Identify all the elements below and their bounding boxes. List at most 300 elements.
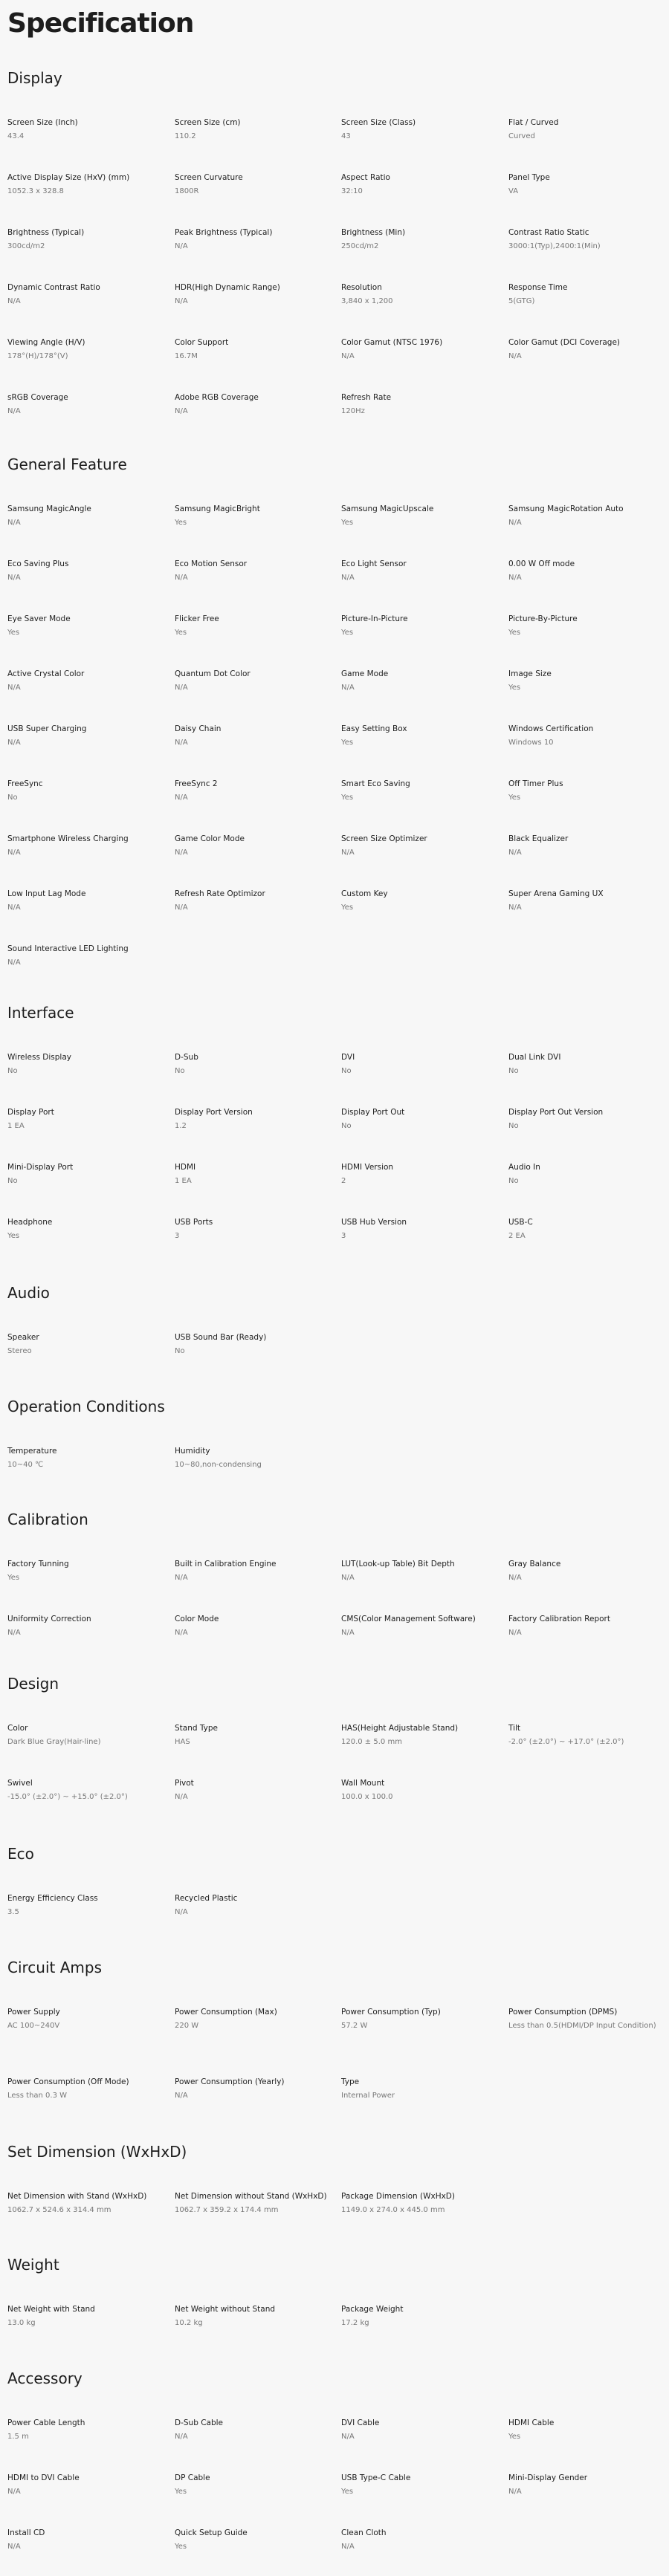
- spec-item: [7, 2007, 160, 2031]
- spec-label: Screen Size (Class): [341, 118, 416, 127]
- spec-label: Game Color Mode: [175, 834, 245, 843]
- spec-value: N/A: [508, 574, 522, 582]
- spec-label: Gray Balance: [508, 1560, 561, 1568]
- spec-value: N/A: [341, 2543, 355, 2551]
- spec-value: 1149.0 x 274.0 x 445.0 mm: [341, 2206, 445, 2214]
- spec-label: HDR(High Dynamic Range): [175, 283, 280, 292]
- spec-value: Yes: [341, 794, 354, 802]
- spec-label: Wall Mount: [341, 1779, 385, 1788]
- spec-item: [175, 834, 327, 858]
- spec-value: 3: [341, 1232, 346, 1240]
- spec-value: 300cd/m2: [7, 242, 45, 250]
- spec-item: [7, 1052, 160, 1077]
- spec-item: [341, 614, 494, 638]
- spec-value: N/A: [508, 903, 522, 912]
- spec-value: N/A: [7, 903, 21, 912]
- spec-value: N/A: [175, 242, 188, 250]
- spec-item: [7, 779, 160, 803]
- spec-item: [7, 1162, 160, 1187]
- spec-item: [175, 2528, 327, 2552]
- spec-value: 250cd/m2: [341, 242, 379, 250]
- spec-item: [175, 669, 327, 693]
- spec-label: Peak Brightness (Typical): [175, 228, 273, 237]
- spec-value: N/A: [508, 1629, 522, 1637]
- spec-label: Brightness (Typical): [7, 228, 85, 237]
- spec-value: -15.0° (±2.0°) ~ +15.0° (±2.0°): [7, 1793, 128, 1801]
- spec-item: [7, 117, 160, 142]
- spec-label: HAS(Height Adjustable Stand): [341, 1724, 459, 1733]
- spec-item: [341, 889, 494, 913]
- spec-label: Power Consumption (Yearly): [175, 2077, 285, 2086]
- spec-value: Yes: [7, 629, 20, 637]
- spec-label: Flat / Curved: [508, 118, 559, 127]
- spec-item: [7, 614, 160, 638]
- spec-label: Color Support: [175, 338, 229, 347]
- spec-value: No: [341, 1067, 352, 1075]
- spec-value: Stereo: [7, 1347, 32, 1355]
- spec-label: Adobe RGB Coverage: [175, 393, 259, 402]
- spec-value: 3: [175, 1232, 180, 1240]
- spec-label: 0.00 W Off mode: [508, 559, 575, 568]
- spec-label: Type: [341, 2077, 360, 2086]
- spec-item: [508, 172, 661, 197]
- spec-item: [175, 1893, 327, 1918]
- spec-label: Humidity: [175, 1447, 210, 1456]
- spec-label: Stand Type: [175, 1724, 218, 1733]
- spec-item: [7, 1446, 160, 1470]
- spec-item: [341, 227, 494, 252]
- spec-value: Yes: [7, 1574, 20, 1582]
- spec-label: USB-C: [508, 1218, 533, 1227]
- page-title: Specification: [7, 8, 194, 39]
- spec-value: N/A: [7, 519, 21, 527]
- spec-value: 10.2 kg: [175, 2319, 203, 2327]
- spec-value: No: [7, 1177, 18, 1185]
- spec-label: USB Hub Version: [341, 1218, 407, 1227]
- spec-item: [175, 1778, 327, 1803]
- spec-label: Color Mode: [175, 1615, 219, 1623]
- spec-value: 100.0 x 100.0: [341, 1793, 393, 1801]
- spec-item: [341, 2007, 494, 2031]
- spec-label: Package Weight: [341, 2305, 404, 2314]
- spec-value: No: [7, 794, 18, 802]
- spec-item: [508, 337, 661, 362]
- spec-item: [7, 889, 160, 913]
- spec-item: [7, 227, 160, 252]
- spec-label: Dual Link DVI: [508, 1053, 561, 1062]
- spec-label: Color Gamut (NTSC 1976): [341, 338, 443, 347]
- spec-value: N/A: [175, 1574, 188, 1582]
- spec-value: 110.2: [175, 132, 196, 140]
- spec-label: Power Consumption (Typ): [341, 2008, 441, 2017]
- spec-label: FreeSync 2: [175, 779, 218, 788]
- spec-value: 17.2 kg: [341, 2319, 369, 2327]
- spec-label: Screen Size Optimizer: [341, 834, 427, 843]
- spec-value: No: [175, 1067, 185, 1075]
- spec-label: Windows Certification: [508, 724, 594, 733]
- spec-value: N/A: [341, 574, 355, 582]
- spec-item: [341, 2418, 494, 2442]
- spec-value: 16.7M: [175, 352, 198, 360]
- spec-item: [508, 2473, 661, 2497]
- spec-item: [341, 1107, 494, 1132]
- spec-item: [7, 2304, 160, 2329]
- spec-value: N/A: [175, 574, 188, 582]
- spec-item: [508, 1217, 661, 1242]
- spec-label: Super Arena Gaming UX: [508, 889, 604, 898]
- spec-item: [508, 669, 661, 693]
- spec-item: [175, 1052, 327, 1077]
- spec-label: Swivel: [7, 1779, 33, 1788]
- section-title: Accessory: [7, 2369, 83, 2387]
- spec-item: [341, 1723, 494, 1748]
- spec-label: sRGB Coverage: [7, 393, 68, 402]
- spec-label: Low Input Lag Mode: [7, 889, 86, 898]
- spec-label: Easy Setting Box: [341, 724, 407, 733]
- spec-label: Clean Cloth: [341, 2528, 387, 2537]
- spec-item: [175, 1107, 327, 1132]
- spec-item: [175, 2418, 327, 2442]
- spec-value: N/A: [175, 794, 188, 802]
- spec-item: [341, 504, 494, 528]
- spec-item: [508, 1107, 661, 1132]
- spec-item: [341, 2473, 494, 2497]
- spec-item: [175, 779, 327, 803]
- spec-label: HDMI Cable: [508, 2418, 555, 2427]
- spec-item: [175, 1217, 327, 1242]
- spec-label: USB Type-C Cable: [341, 2473, 411, 2482]
- spec-label: Power Consumption (DPMS): [508, 2008, 618, 2017]
- spec-item: [341, 559, 494, 583]
- spec-item: [175, 172, 327, 197]
- spec-value: 43: [341, 132, 351, 140]
- spec-item: [341, 392, 494, 417]
- spec-item: [341, 2077, 494, 2101]
- spec-value: 57.2 W: [341, 2022, 368, 2030]
- spec-item: [175, 2473, 327, 2497]
- spec-label: LUT(Look-up Table) Bit Depth: [341, 1560, 455, 1568]
- spec-value: N/A: [508, 2488, 522, 2496]
- spec-value: N/A: [341, 2433, 355, 2441]
- spec-value: 3.5: [7, 1908, 19, 1916]
- spec-item: [7, 1778, 160, 1803]
- spec-item: [508, 1052, 661, 1077]
- spec-item: [7, 1559, 160, 1583]
- spec-item: [7, 172, 160, 197]
- spec-label: Eco Saving Plus: [7, 559, 69, 568]
- spec-value: 1 EA: [7, 1122, 25, 1130]
- spec-label: Eco Motion Sensor: [175, 559, 248, 568]
- spec-value: 13.0 kg: [7, 2319, 36, 2327]
- spec-label: Temperature: [7, 1447, 57, 1456]
- spec-item: [7, 1893, 160, 1918]
- spec-label: Screen Curvature: [175, 173, 243, 182]
- spec-value: Yes: [508, 2433, 521, 2441]
- spec-value: Yes: [7, 1232, 20, 1240]
- spec-value: No: [508, 1122, 519, 1130]
- spec-label: DVI: [341, 1053, 355, 1062]
- spec-value: No: [508, 1177, 519, 1185]
- spec-item: [7, 559, 160, 583]
- spec-label: D-Sub: [175, 1053, 198, 1062]
- spec-value: HAS: [175, 1738, 190, 1746]
- spec-item: [508, 1559, 661, 1583]
- spec-value: Yes: [175, 519, 187, 527]
- spec-item: [341, 1162, 494, 1187]
- spec-value: 1062.7 x 524.6 x 314.4 mm: [7, 2206, 112, 2214]
- spec-label: Tilt: [508, 1724, 521, 1733]
- spec-label: Black Equalizer: [508, 834, 569, 843]
- spec-label: Uniformity Correction: [7, 1615, 91, 1623]
- spec-value: N/A: [508, 849, 522, 857]
- spec-value: N/A: [175, 849, 188, 857]
- spec-label: D-Sub Cable: [175, 2418, 224, 2427]
- section-title: General Feature: [7, 455, 127, 473]
- spec-label: Net Dimension without Stand (WxHxD): [175, 2192, 327, 2201]
- spec-label: USB Sound Bar (Ready): [175, 1333, 267, 1342]
- spec-label: Quantum Dot Color: [175, 669, 251, 678]
- spec-label: Power Consumption (Max): [175, 2008, 277, 2017]
- spec-item: [341, 779, 494, 803]
- spec-label: Power Cable Length: [7, 2418, 85, 2427]
- spec-item: [341, 834, 494, 858]
- spec-label: Picture-In-Picture: [341, 614, 408, 623]
- spec-label: Smart Eco Saving: [341, 779, 410, 788]
- spec-label: Samsung MagicRotation Auto: [508, 505, 624, 513]
- spec-label: USB Super Charging: [7, 724, 87, 733]
- spec-value: N/A: [341, 352, 355, 360]
- spec-item: [7, 282, 160, 307]
- spec-value: Curved: [508, 132, 535, 140]
- spec-label: FreeSync: [7, 779, 43, 788]
- spec-item: [508, 1614, 661, 1638]
- spec-value: No: [508, 1067, 519, 1075]
- spec-item: [175, 614, 327, 638]
- spec-item: [175, 392, 327, 417]
- spec-value: N/A: [508, 519, 522, 527]
- spec-item: [508, 1162, 661, 1187]
- spec-value: No: [341, 1122, 352, 1130]
- spec-label: Net Weight with Stand: [7, 2305, 95, 2314]
- spec-value: N/A: [175, 1793, 188, 1801]
- spec-label: Mini-Display Port: [7, 1163, 74, 1172]
- spec-value: N/A: [508, 1574, 522, 1582]
- spec-value: N/A: [7, 1629, 21, 1637]
- spec-item: [341, 282, 494, 307]
- spec-label: Factory Tunning: [7, 1560, 69, 1568]
- spec-value: N/A: [175, 1908, 188, 1916]
- spec-label: Color: [7, 1724, 28, 1733]
- spec-value: Windows 10: [508, 739, 554, 747]
- spec-label: Sound Interactive LED Lighting: [7, 944, 129, 953]
- spec-label: Quick Setup Guide: [175, 2528, 248, 2537]
- spec-label: Install CD: [7, 2528, 45, 2537]
- spec-label: Display Port Out: [341, 1108, 405, 1117]
- spec-value: VA: [508, 187, 519, 195]
- section-title: Weight: [7, 2256, 59, 2274]
- spec-label: Power Consumption (Off Mode): [7, 2077, 129, 2086]
- spec-label: Smartphone Wireless Charging: [7, 834, 129, 843]
- spec-item: [7, 337, 160, 362]
- spec-label: Speaker: [7, 1333, 39, 1342]
- spec-label: DVI Cable: [341, 2418, 380, 2427]
- spec-label: Power Supply: [7, 2008, 60, 2017]
- spec-item: [175, 2191, 327, 2216]
- spec-item: [508, 2007, 661, 2031]
- section-title: Circuit Amps: [7, 1959, 103, 1976]
- spec-label: Screen Size (Inch): [7, 118, 78, 127]
- spec-value: Yes: [175, 2488, 187, 2496]
- spec-label: Samsung MagicBright: [175, 505, 260, 513]
- spec-value: Less than 0.5(HDMI/DP Input Condition): [508, 2022, 656, 2030]
- spec-value: N/A: [341, 684, 355, 692]
- spec-item: [341, 1217, 494, 1242]
- spec-value: N/A: [341, 849, 355, 857]
- spec-item: [508, 1723, 661, 1748]
- spec-item: [341, 2528, 494, 2552]
- spec-value: Dark Blue Gray(Hair-line): [7, 1738, 101, 1746]
- spec-value: 3000:1(Typ),2400:1(Min): [508, 242, 601, 250]
- spec-value: 1800R: [175, 187, 199, 195]
- spec-value: 1062.7 x 359.2 x 174.4 mm: [175, 2206, 279, 2214]
- spec-value: 120Hz: [341, 407, 365, 415]
- spec-item: [508, 282, 661, 307]
- spec-label: Contrast Ratio Static: [508, 228, 589, 237]
- spec-value: N/A: [175, 684, 188, 692]
- spec-item: [175, 337, 327, 362]
- spec-value: 2 EA: [508, 1232, 526, 1240]
- spec-item: [7, 1332, 160, 1357]
- spec-label: Brightness (Min): [341, 228, 406, 237]
- spec-item: [508, 724, 661, 748]
- spec-label: Headphone: [7, 1218, 53, 1227]
- spec-item: [7, 944, 160, 968]
- spec-value: N/A: [175, 2433, 188, 2441]
- spec-label: USB Ports: [175, 1218, 213, 1227]
- spec-label: HDMI to DVI Cable: [7, 2473, 80, 2482]
- spec-value: N/A: [7, 297, 21, 305]
- spec-label: Active Display Size (HxV) (mm): [7, 173, 130, 182]
- spec-label: Refresh Rate: [341, 393, 392, 402]
- spec-label: Off Timer Plus: [508, 779, 563, 788]
- spec-label: Eco Light Sensor: [341, 559, 407, 568]
- spec-item: [7, 1217, 160, 1242]
- spec-item: [175, 504, 327, 528]
- spec-label: Viewing Angle (H/V): [7, 338, 85, 347]
- spec-value: Yes: [341, 739, 354, 747]
- spec-item: [7, 2418, 160, 2442]
- spec-item: [341, 1778, 494, 1803]
- spec-item: [508, 834, 661, 858]
- spec-value: Yes: [175, 2543, 187, 2551]
- spec-value: Yes: [508, 629, 521, 637]
- spec-value: No: [7, 1067, 18, 1075]
- spec-value: 5(GTG): [508, 297, 535, 305]
- spec-item: [341, 2191, 494, 2216]
- spec-value: N/A: [7, 958, 21, 967]
- spec-value: N/A: [7, 739, 21, 747]
- spec-value: 1 EA: [175, 1177, 192, 1185]
- spec-label: Resolution: [341, 283, 382, 292]
- spec-label: Game Mode: [341, 669, 389, 678]
- spec-item: [508, 614, 661, 638]
- spec-item: [175, 2304, 327, 2329]
- spec-label: Recycled Plastic: [175, 1894, 238, 1903]
- spec-value: 120.0 ± 5.0 mm: [341, 1738, 402, 1746]
- spec-item: [341, 724, 494, 748]
- spec-value: Yes: [341, 519, 354, 527]
- spec-item: [7, 504, 160, 528]
- spec-value: N/A: [175, 2092, 188, 2100]
- spec-label: Panel Type: [508, 173, 550, 182]
- spec-item: [508, 504, 661, 528]
- spec-value: N/A: [341, 1629, 355, 1637]
- spec-item: [341, 337, 494, 362]
- spec-item: [175, 1332, 327, 1357]
- spec-label: Wireless Display: [7, 1053, 71, 1062]
- spec-label: HDMI: [175, 1163, 196, 1172]
- spec-item: [341, 669, 494, 693]
- spec-value: N/A: [7, 684, 21, 692]
- spec-item: [341, 172, 494, 197]
- spec-item: [175, 1614, 327, 1638]
- spec-value: N/A: [175, 739, 188, 747]
- spec-value: Internal Power: [341, 2092, 395, 2100]
- section-title: Set Dimension (WxHxD): [7, 2143, 187, 2161]
- spec-item: [175, 1723, 327, 1748]
- spec-item: [175, 117, 327, 142]
- spec-label: Display Port Out Version: [508, 1108, 604, 1117]
- spec-item: [508, 2418, 661, 2442]
- spec-label: DP Cable: [175, 2473, 210, 2482]
- spec-value: 1.5 m: [7, 2433, 29, 2441]
- spec-label: Custom Key: [341, 889, 388, 898]
- spec-item: [508, 117, 661, 142]
- spec-label: Response Time: [508, 283, 568, 292]
- spec-label: Daisy Chain: [175, 724, 222, 733]
- spec-item: [508, 889, 661, 913]
- spec-value: AC 100~240V: [7, 2022, 60, 2030]
- spec-label: Mini-Display Gender: [508, 2473, 588, 2482]
- spec-value: Yes: [341, 629, 354, 637]
- spec-label: Pivot: [175, 1779, 194, 1788]
- spec-item: [7, 724, 160, 748]
- spec-item: [175, 227, 327, 252]
- spec-value: 10~80,non-condensing: [175, 1461, 262, 1469]
- section-title: Interface: [7, 1004, 74, 1022]
- spec-value: 1.2: [175, 1122, 187, 1130]
- spec-item: [175, 889, 327, 913]
- spec-item: [341, 1614, 494, 1638]
- spec-item: [175, 1559, 327, 1583]
- spec-item: [175, 282, 327, 307]
- spec-label: Samsung MagicAngle: [7, 505, 91, 513]
- spec-value: -2.0° (±2.0°) ~ +17.0° (±2.0°): [508, 1738, 624, 1746]
- spec-value: N/A: [7, 2543, 21, 2551]
- spec-item: [175, 2007, 327, 2031]
- spec-item: [508, 559, 661, 583]
- section-title: Operation Conditions: [7, 1398, 165, 1415]
- spec-value: Yes: [341, 903, 354, 912]
- spec-value: 10~40 ℃: [7, 1461, 44, 1469]
- spec-value: Yes: [508, 794, 521, 802]
- spec-item: [7, 1723, 160, 1748]
- section-title: Eco: [7, 1845, 34, 1863]
- spec-item: [175, 1446, 327, 1470]
- section-title: Design: [7, 1675, 59, 1693]
- spec-label: Display Port: [7, 1108, 54, 1117]
- section-title: Display: [7, 69, 62, 87]
